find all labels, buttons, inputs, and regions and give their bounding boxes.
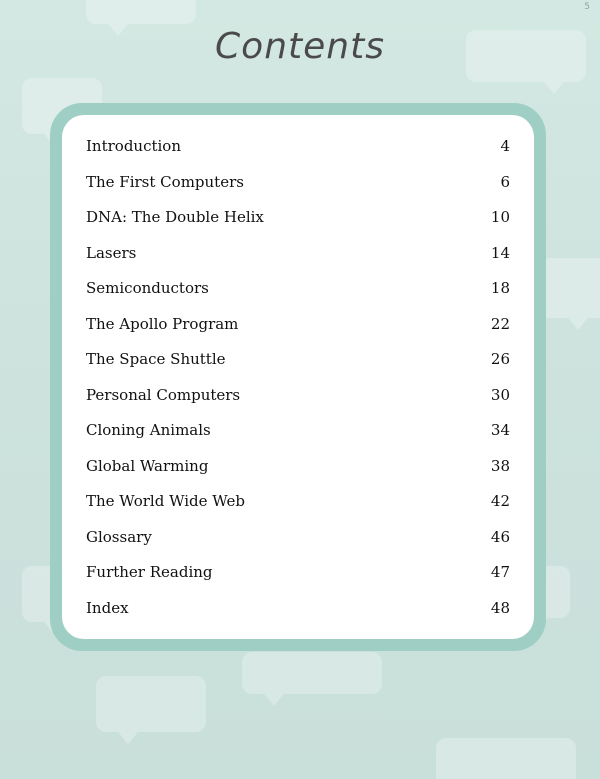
decorative-bubble: [540, 258, 600, 318]
toc-entry-page: 42: [490, 492, 510, 510]
toc-entry: [86, 492, 510, 528]
toc-frame: [50, 103, 546, 651]
toc-entry: [86, 563, 510, 599]
toc-entry-page: 14: [490, 243, 510, 262]
toc-entry: [86, 350, 510, 386]
toc-list: [86, 137, 510, 634]
toc-entry-page: 30: [490, 385, 510, 404]
toc-panel: [62, 115, 534, 639]
toc-entry: [86, 137, 510, 173]
toc-entry-page: 22: [490, 314, 510, 333]
toc-entry-title: The World Wide Web: [86, 492, 245, 510]
decorative-bubble: [436, 738, 576, 779]
toc-entry: [86, 386, 510, 422]
toc-entry-title: Introduction: [86, 137, 181, 155]
decorative-bubble: [96, 676, 206, 732]
toc-entry: [86, 528, 510, 564]
decorative-bubble: [242, 652, 382, 694]
toc-entry-title: Further Reading: [86, 563, 213, 581]
toc-entry-page: 46: [490, 527, 510, 546]
toc-entry: [86, 279, 510, 315]
toc-entry-title: Index: [86, 598, 129, 617]
toc-entry-page: 6: [500, 172, 510, 191]
toc-entry: [86, 421, 510, 457]
toc-entry-page: 34: [490, 421, 510, 439]
corner-page-number: 5: [584, 2, 590, 12]
decorative-bubble: [86, 0, 196, 24]
toc-entry-page: 10: [490, 208, 510, 226]
toc-entry-title: Semiconductors: [86, 279, 209, 297]
toc-entry-title: The First Computers: [86, 172, 244, 191]
page-title: Contents: [215, 26, 385, 67]
toc-entry-title: DNA: The Double Helix: [86, 208, 264, 226]
toc-entry-title: Global Warming: [86, 456, 209, 475]
toc-entry-title: Personal Computers: [86, 385, 241, 404]
toc-entry-title: The Space Shuttle: [86, 350, 226, 368]
toc-entry-page: 18: [490, 279, 510, 297]
toc-entry-title: Glossary: [86, 527, 152, 546]
toc-entry-title: The Apollo Program: [86, 314, 239, 333]
toc-entry: [86, 315, 510, 351]
toc-entry-page: 38: [490, 456, 510, 475]
toc-entry-page: 47: [490, 563, 510, 581]
toc-entry-title: Lasers: [86, 243, 137, 262]
toc-entry: [86, 173, 510, 209]
toc-entry-page: 48: [490, 598, 510, 617]
toc-entry: [86, 208, 510, 244]
toc-entry-title: Cloning Animals: [86, 421, 211, 439]
toc-entry: [86, 599, 510, 635]
toc-entry: [86, 457, 510, 493]
toc-entry: [86, 244, 510, 280]
toc-entry-page: 4: [500, 137, 510, 155]
toc-entry-page: 26: [490, 350, 510, 368]
